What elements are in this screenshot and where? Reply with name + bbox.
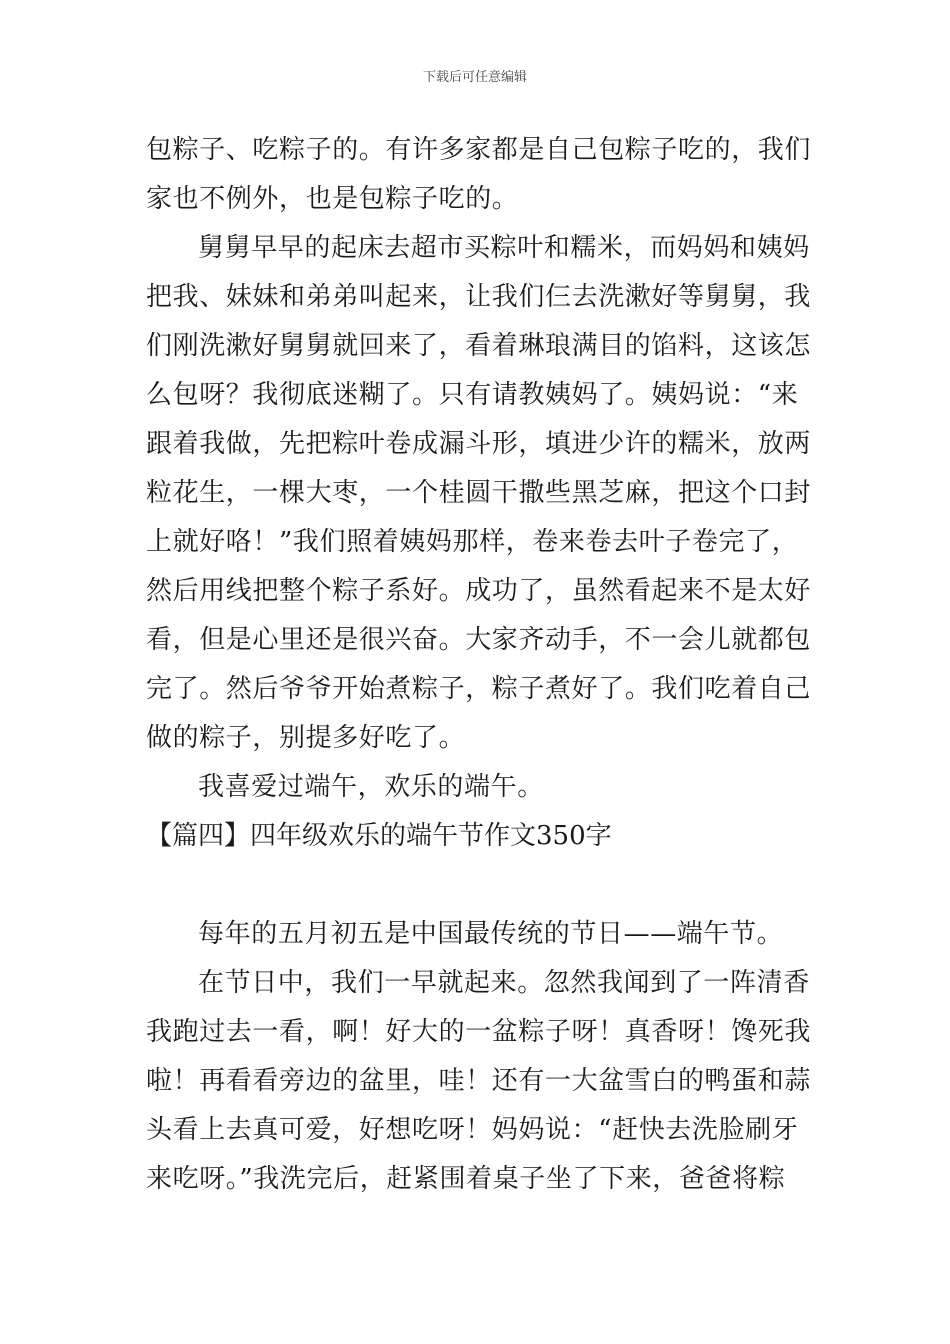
text-line: 我跑过去一看，啊！好大的一盆粽子呀！真香呀！馋死我 xyxy=(146,1017,812,1047)
text-line: 啦！再看看旁边的盆里，哇！还有一大盆雪白的鸭蛋和蒜 xyxy=(146,1066,812,1096)
text-line: 做的粽子，别提多好吃了。 xyxy=(146,723,466,753)
text-line: 头看上去真可爱，好想吃呀！妈妈说：“赶快去洗脸刷牙 xyxy=(146,1115,799,1145)
text-line: 然后用线把整个粽子系好。成功了，虽然看起来不是太好 xyxy=(146,576,812,606)
paragraph-start: 每年的五月初五是中国最传统的节日——端午节。 xyxy=(198,919,784,949)
text-line: 么包呀？我彻底迷糊了。只有请教姨妈了。姨妈说：“来 xyxy=(146,380,799,410)
paragraph-start: 在节日中，我们一早就起来。忽然我闻到了一阵清香 xyxy=(198,968,810,998)
text-line: 跟着我做，先把粽叶卷成漏斗形，填进少许的糯米，放两 xyxy=(146,429,812,459)
text-line: 们刚洗漱好舅舅就回来了，看着琳琅满目的馅料，这该怎 xyxy=(146,331,812,361)
paragraph-start: 我喜爱过端午，欢乐的端午。 xyxy=(198,772,544,802)
text-line: 粒花生，一棵大枣，一个桂圆干撒些黑芝麻，把这个口封 xyxy=(146,478,812,508)
paragraph-start: 舅舅早早的起床去超市买粽叶和糯米，而妈妈和姨妈 xyxy=(198,233,810,263)
section-heading: 【篇四】四年级欢乐的端午节作文350字 xyxy=(146,821,612,851)
text-line: 完了。然后爷爷开始煮粽子，粽子煮好了。我们吃着自己 xyxy=(146,674,812,704)
text-line: 看，但是心里还是很兴奋。大家齐动手，不一会儿就都包 xyxy=(146,625,812,655)
page-header: 下载后可任意编辑 xyxy=(422,70,527,85)
text-line: 把我、妹妹和弟弟叫起来，让我们仨去洗漱好等舅舅，我 xyxy=(146,282,812,312)
text-line: 家也不例外，也是包粽子吃的。 xyxy=(146,184,519,214)
text-line: 包粽子、吃粽子的。有许多家都是自己包粽子吃的，我们 xyxy=(146,135,812,165)
document-body xyxy=(146,126,812,1204)
text-line: 上就好咯！”我们照着姨妈那样，卷来卷去叶子卷完了， xyxy=(146,527,799,557)
text-line: 来吃呀。”我洗完后，赶紧围着桌子坐了下来，爸爸将粽 xyxy=(146,1164,786,1194)
blank-line xyxy=(146,861,808,910)
